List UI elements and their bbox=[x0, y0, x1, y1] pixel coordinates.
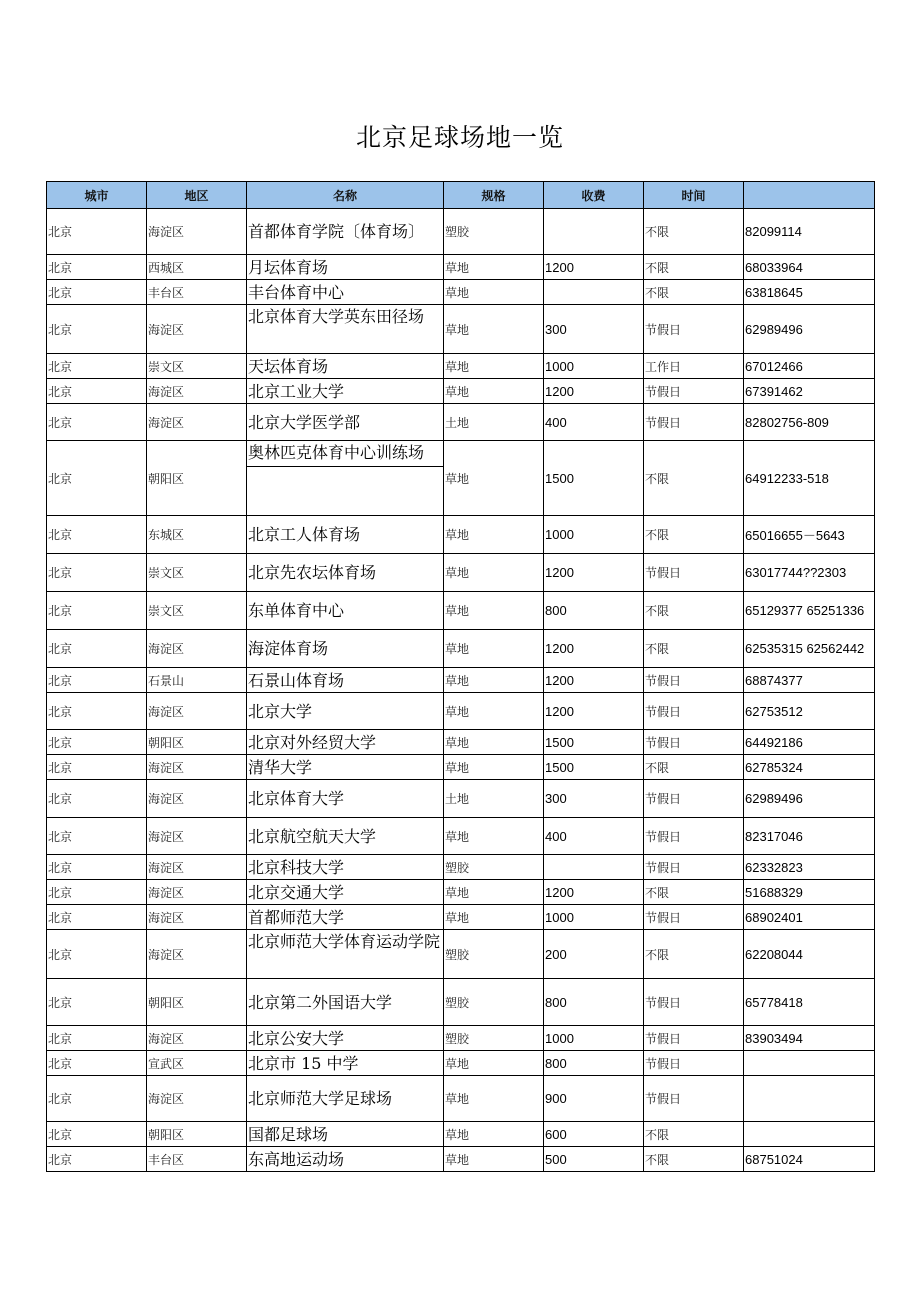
header-fee: 收费 bbox=[544, 182, 644, 209]
table-row bbox=[47, 979, 875, 1026]
cell-spec: 塑胶 bbox=[444, 979, 544, 1026]
table-row bbox=[47, 668, 875, 693]
cell-spec: 草地 bbox=[444, 354, 544, 379]
cell-fee: 1200 bbox=[544, 880, 644, 905]
cell-name: 天坛体育场 bbox=[247, 354, 444, 379]
cell-city: 北京 bbox=[47, 404, 147, 441]
cell-time: 不限 bbox=[644, 755, 744, 780]
cell-city: 北京 bbox=[47, 1147, 147, 1172]
table-row bbox=[47, 693, 875, 730]
table-row bbox=[47, 379, 875, 404]
cell-phone: 82317046 bbox=[744, 818, 875, 855]
header-city: 城市 bbox=[47, 182, 147, 209]
cell-name: 北京体育大学 bbox=[247, 780, 444, 818]
cell-name: 海淀体育场 bbox=[247, 630, 444, 668]
cell-spec: 草地 bbox=[444, 592, 544, 630]
cell-district: 海淀区 bbox=[147, 905, 247, 930]
table-row bbox=[47, 905, 875, 930]
cell-city: 北京 bbox=[47, 1076, 147, 1122]
table-row bbox=[47, 255, 875, 280]
cell-fee: 800 bbox=[544, 1051, 644, 1076]
cell-fee: 1200 bbox=[544, 630, 644, 668]
cell-phone: 63818645 bbox=[744, 280, 875, 305]
table-row bbox=[47, 592, 875, 630]
cell-phone bbox=[744, 1122, 875, 1147]
cell-fee: 1500 bbox=[544, 730, 644, 755]
cell-spec: 塑胶 bbox=[444, 1026, 544, 1051]
table-row bbox=[47, 1122, 875, 1147]
cell-city: 北京 bbox=[47, 979, 147, 1026]
cell-divider bbox=[247, 466, 444, 467]
cell-city: 北京 bbox=[47, 880, 147, 905]
cell-name: 北京公安大学 bbox=[247, 1026, 444, 1051]
cell-time: 节假日 bbox=[644, 1051, 744, 1076]
cell-spec: 草地 bbox=[444, 905, 544, 930]
header-name: 名称 bbox=[247, 182, 444, 209]
table-row bbox=[47, 354, 875, 379]
cell-spec: 草地 bbox=[444, 755, 544, 780]
cell-district: 朝阳区 bbox=[147, 441, 247, 516]
cell-spec: 草地 bbox=[444, 1051, 544, 1076]
cell-district: 海淀区 bbox=[147, 209, 247, 255]
cell-name: 北京先农坛体育场 bbox=[247, 554, 444, 592]
table-row bbox=[47, 780, 875, 818]
cell-name: 首都体育学院〔体育场〕 bbox=[247, 209, 444, 255]
cell-time: 不限 bbox=[644, 630, 744, 668]
cell-city: 北京 bbox=[47, 354, 147, 379]
cell-name: 奥林匹克体育中心训练场 bbox=[247, 441, 444, 516]
cell-name: 月坛体育场 bbox=[247, 255, 444, 280]
cell-name: 北京交通大学 bbox=[247, 880, 444, 905]
cell-time: 节假日 bbox=[644, 905, 744, 930]
cell-phone: 68751024 bbox=[744, 1147, 875, 1172]
cell-name: 清华大学 bbox=[247, 755, 444, 780]
cell-phone: 65129377 65251336 bbox=[744, 592, 875, 630]
table-row bbox=[47, 1026, 875, 1051]
table-row bbox=[47, 818, 875, 855]
cell-phone bbox=[744, 1051, 875, 1076]
cell-phone: 68874377 bbox=[744, 668, 875, 693]
table-row bbox=[47, 630, 875, 668]
cell-name: 北京大学 bbox=[247, 693, 444, 730]
table-row bbox=[47, 441, 875, 516]
cell-city: 北京 bbox=[47, 305, 147, 354]
cell-time: 不限 bbox=[644, 880, 744, 905]
table-header-row bbox=[47, 182, 875, 209]
cell-phone: 65016655－5643 bbox=[744, 516, 875, 554]
cell-phone: 82099114 bbox=[744, 209, 875, 255]
cell-district: 丰台区 bbox=[147, 1147, 247, 1172]
cell-fee: 1200 bbox=[544, 255, 644, 280]
cell-spec: 草地 bbox=[444, 305, 544, 354]
table-row bbox=[47, 1076, 875, 1122]
cell-spec: 草地 bbox=[444, 280, 544, 305]
cell-district: 海淀区 bbox=[147, 305, 247, 354]
cell-time: 不限 bbox=[644, 516, 744, 554]
cell-time: 不限 bbox=[644, 209, 744, 255]
page-title: 北京足球场地一览 bbox=[355, 123, 564, 152]
cell-spec: 草地 bbox=[444, 255, 544, 280]
cell-fee: 800 bbox=[544, 979, 644, 1026]
cell-name: 北京市 15 中学 bbox=[247, 1051, 444, 1076]
cell-name: 北京大学医学部 bbox=[247, 404, 444, 441]
header-district: 地区 bbox=[147, 182, 247, 209]
cell-time: 不限 bbox=[644, 1122, 744, 1147]
cell-fee: 300 bbox=[544, 305, 644, 354]
cell-city: 北京 bbox=[47, 1026, 147, 1051]
cell-phone: 62332823 bbox=[744, 855, 875, 880]
cell-time: 节假日 bbox=[644, 1026, 744, 1051]
cell-fee: 1200 bbox=[544, 379, 644, 404]
cell-time: 节假日 bbox=[644, 668, 744, 693]
cell-district: 海淀区 bbox=[147, 1076, 247, 1122]
cell-fee: 1000 bbox=[544, 905, 644, 930]
cell-time: 节假日 bbox=[644, 730, 744, 755]
cell-name: 北京第二外国语大学 bbox=[247, 979, 444, 1026]
cell-time: 节假日 bbox=[644, 1076, 744, 1122]
cell-fee: 1500 bbox=[544, 441, 644, 516]
cell-district: 朝阳区 bbox=[147, 979, 247, 1026]
cell-city: 北京 bbox=[47, 1051, 147, 1076]
cell-fee: 1200 bbox=[544, 554, 644, 592]
cell-district: 海淀区 bbox=[147, 780, 247, 818]
cell-spec: 草地 bbox=[444, 554, 544, 592]
cell-district: 东城区 bbox=[147, 516, 247, 554]
cell-phone: 65778418 bbox=[744, 979, 875, 1026]
cell-city: 北京 bbox=[47, 554, 147, 592]
cell-name: 北京师范大学体育运动学院 bbox=[247, 930, 444, 979]
cell-spec: 塑胶 bbox=[444, 209, 544, 255]
table-row bbox=[47, 930, 875, 979]
cell-time: 节假日 bbox=[644, 693, 744, 730]
cell-name: 丰台体育中心 bbox=[247, 280, 444, 305]
cell-phone: 62535315 62562442 bbox=[744, 630, 875, 668]
cell-phone: 62753512 bbox=[744, 693, 875, 730]
cell-time: 不限 bbox=[644, 280, 744, 305]
cell-name: 北京对外经贸大学 bbox=[247, 730, 444, 755]
cell-district: 海淀区 bbox=[147, 630, 247, 668]
cell-fee bbox=[544, 855, 644, 880]
cell-fee: 200 bbox=[544, 930, 644, 979]
cell-city: 北京 bbox=[47, 730, 147, 755]
cell-city: 北京 bbox=[47, 693, 147, 730]
table-row bbox=[47, 880, 875, 905]
cell-time: 工作日 bbox=[644, 354, 744, 379]
cell-time: 不限 bbox=[644, 592, 744, 630]
cell-time: 节假日 bbox=[644, 855, 744, 880]
cell-city: 北京 bbox=[47, 780, 147, 818]
cell-spec: 草地 bbox=[444, 730, 544, 755]
cell-city: 北京 bbox=[47, 516, 147, 554]
cell-phone: 62785324 bbox=[744, 755, 875, 780]
cell-city: 北京 bbox=[47, 905, 147, 930]
cell-fee: 300 bbox=[544, 780, 644, 818]
cell-district: 丰台区 bbox=[147, 280, 247, 305]
cell-city: 北京 bbox=[47, 930, 147, 979]
table-row bbox=[47, 404, 875, 441]
cell-fee: 800 bbox=[544, 592, 644, 630]
cell-fee: 1200 bbox=[544, 668, 644, 693]
cell-phone: 64912233-518 bbox=[744, 441, 875, 516]
cell-name: 北京体育大学英东田径场 bbox=[247, 305, 444, 354]
cell-phone: 51688329 bbox=[744, 880, 875, 905]
cell-spec: 土地 bbox=[444, 780, 544, 818]
cell-spec: 草地 bbox=[444, 693, 544, 730]
cell-city: 北京 bbox=[47, 755, 147, 780]
cell-phone: 83903494 bbox=[744, 1026, 875, 1051]
cell-name: 东高地运动场 bbox=[247, 1147, 444, 1172]
cell-fee: 400 bbox=[544, 818, 644, 855]
cell-district: 海淀区 bbox=[147, 1026, 247, 1051]
cell-city: 北京 bbox=[47, 818, 147, 855]
cell-phone: 62208044 bbox=[744, 930, 875, 979]
cell-district: 海淀区 bbox=[147, 379, 247, 404]
cell-city: 北京 bbox=[47, 209, 147, 255]
cell-spec: 草地 bbox=[444, 1122, 544, 1147]
cell-time: 节假日 bbox=[644, 379, 744, 404]
cell-spec: 草地 bbox=[444, 668, 544, 693]
cell-fee: 1200 bbox=[544, 693, 644, 730]
cell-time: 不限 bbox=[644, 1147, 744, 1172]
cell-spec: 草地 bbox=[444, 516, 544, 554]
cell-city: 北京 bbox=[47, 668, 147, 693]
cell-time: 节假日 bbox=[644, 979, 744, 1026]
cell-name: 北京航空航天大学 bbox=[247, 818, 444, 855]
cell-district: 海淀区 bbox=[147, 693, 247, 730]
cell-name: 首都师范大学 bbox=[247, 905, 444, 930]
cell-district: 西城区 bbox=[147, 255, 247, 280]
cell-time: 不限 bbox=[644, 441, 744, 516]
cell-fee: 400 bbox=[544, 404, 644, 441]
table-row bbox=[47, 305, 875, 354]
table-row bbox=[47, 730, 875, 755]
football-field-table bbox=[46, 181, 875, 1172]
cell-name: 北京师范大学足球场 bbox=[247, 1076, 444, 1122]
table-row bbox=[47, 755, 875, 780]
cell-city: 北京 bbox=[47, 379, 147, 404]
cell-time: 节假日 bbox=[644, 780, 744, 818]
cell-district: 崇文区 bbox=[147, 592, 247, 630]
cell-district: 海淀区 bbox=[147, 880, 247, 905]
cell-phone: 64492186 bbox=[744, 730, 875, 755]
cell-spec: 草地 bbox=[444, 1076, 544, 1122]
table-row bbox=[47, 1051, 875, 1076]
cell-city: 北京 bbox=[47, 255, 147, 280]
cell-phone: 62989496 bbox=[744, 780, 875, 818]
cell-spec: 草地 bbox=[444, 441, 544, 516]
cell-fee: 900 bbox=[544, 1076, 644, 1122]
header-spec: 规格 bbox=[444, 182, 544, 209]
cell-district: 海淀区 bbox=[147, 855, 247, 880]
cell-phone: 67391462 bbox=[744, 379, 875, 404]
table-row bbox=[47, 855, 875, 880]
cell-time: 不限 bbox=[644, 255, 744, 280]
cell-name: 北京科技大学 bbox=[247, 855, 444, 880]
cell-city: 北京 bbox=[47, 441, 147, 516]
cell-spec: 草地 bbox=[444, 1147, 544, 1172]
cell-fee: 1000 bbox=[544, 1026, 644, 1051]
cell-phone: 68033964 bbox=[744, 255, 875, 280]
cell-phone: 82802756-809 bbox=[744, 404, 875, 441]
cell-spec: 土地 bbox=[444, 404, 544, 441]
cell-city: 北京 bbox=[47, 630, 147, 668]
cell-city: 北京 bbox=[47, 592, 147, 630]
cell-district: 崇文区 bbox=[147, 554, 247, 592]
cell-fee bbox=[544, 209, 644, 255]
cell-district: 宣武区 bbox=[147, 1051, 247, 1076]
cell-phone: 62989496 bbox=[744, 305, 875, 354]
cell-time: 节假日 bbox=[644, 554, 744, 592]
cell-phone: 68902401 bbox=[744, 905, 875, 930]
cell-time: 节假日 bbox=[644, 818, 744, 855]
cell-fee bbox=[544, 280, 644, 305]
cell-name: 国都足球场 bbox=[247, 1122, 444, 1147]
table-row bbox=[47, 209, 875, 255]
cell-spec: 草地 bbox=[444, 818, 544, 855]
cell-name: 北京工业大学 bbox=[247, 379, 444, 404]
cell-city: 北京 bbox=[47, 1122, 147, 1147]
table-row bbox=[47, 280, 875, 305]
cell-spec: 草地 bbox=[444, 880, 544, 905]
cell-phone bbox=[744, 1076, 875, 1122]
cell-spec: 塑胶 bbox=[444, 855, 544, 880]
cell-fee: 600 bbox=[544, 1122, 644, 1147]
cell-district: 石景山 bbox=[147, 668, 247, 693]
cell-district: 海淀区 bbox=[147, 930, 247, 979]
table-row bbox=[47, 1147, 875, 1172]
cell-fee: 1500 bbox=[544, 755, 644, 780]
cell-spec: 草地 bbox=[444, 630, 544, 668]
cell-time: 节假日 bbox=[644, 305, 744, 354]
cell-city: 北京 bbox=[47, 855, 147, 880]
cell-fee: 1000 bbox=[544, 354, 644, 379]
cell-name: 东单体育中心 bbox=[247, 592, 444, 630]
cell-district: 海淀区 bbox=[147, 404, 247, 441]
cell-phone: 67012466 bbox=[744, 354, 875, 379]
cell-name: 北京工人体育场 bbox=[247, 516, 444, 554]
cell-district: 崇文区 bbox=[147, 354, 247, 379]
cell-name: 石景山体育场 bbox=[247, 668, 444, 693]
cell-district: 朝阳区 bbox=[147, 1122, 247, 1147]
header-phone bbox=[744, 182, 875, 209]
cell-fee: 1000 bbox=[544, 516, 644, 554]
cell-fee: 500 bbox=[544, 1147, 644, 1172]
cell-district: 海淀区 bbox=[147, 755, 247, 780]
cell-district: 朝阳区 bbox=[147, 730, 247, 755]
cell-spec: 塑胶 bbox=[444, 930, 544, 979]
table-row bbox=[47, 554, 875, 592]
cell-time: 节假日 bbox=[644, 404, 744, 441]
cell-time: 不限 bbox=[644, 930, 744, 979]
table-row bbox=[47, 516, 875, 554]
cell-spec: 草地 bbox=[444, 379, 544, 404]
header-time: 时间 bbox=[644, 182, 744, 209]
cell-district: 海淀区 bbox=[147, 818, 247, 855]
cell-phone: 63017744??2303 bbox=[744, 554, 875, 592]
cell-city: 北京 bbox=[47, 280, 147, 305]
